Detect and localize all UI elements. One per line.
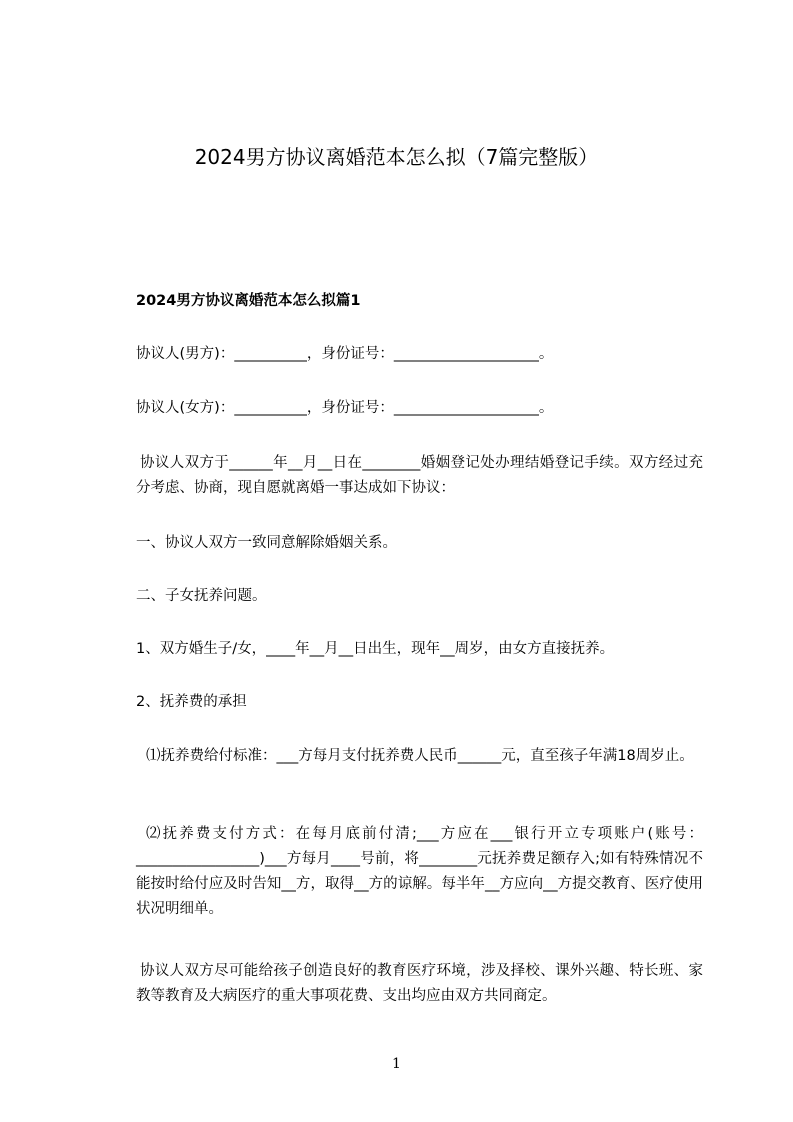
paragraph-sub-1: ⑴抚养费给付标准：___方每月支付抚养费人民币______元，直至孩子年满18周岁止。 [146, 748, 694, 764]
paragraph-sub-2: ⑵抚养费支付方式：在每月底前付清;___方应在___银行开立专项账户(账号：_________________)___方每月____号前，将________元抚养费足额存入;如有特殊情况不能按时给付应及时告知__方，取得__方的谅解。每半年__方应向__方提交教育、医疗使用状况明细单。 [136, 826, 703, 917]
paragraph-clause-1: 一、协议人双方一致同意解除婚姻关系。 [136, 535, 397, 551]
document-title: 2024男方协议离婚范本怎么拟（7篇完整版） [194, 145, 599, 169]
section-heading: 2024男方协议离婚范本怎么拟篇1 [136, 293, 361, 309]
paragraph-item-1: 1、双方婚生子/女，____年__月__日出生，现年__周岁，由女方直接抚养。 [136, 641, 615, 657]
paragraph-party-male: 协议人(男方)：__________，身份证号：____________________。 [136, 346, 554, 362]
paragraph-item-2: 2、抚养费的承担 [136, 694, 247, 710]
paragraph-party-female: 协议人(女方)：__________，身份证号：____________________。 [136, 400, 554, 416]
paragraph-intro: 协议人双方于______年__月__日在________婚姻登记处办理结婚登记手续。双方经过充分考虑、协商，现自愿就离婚一事达成如下协议： [136, 455, 703, 496]
paragraph-clause-2: 二、子女抚养问题。 [136, 588, 267, 604]
page-number: 1 [392, 1056, 401, 1072]
paragraph-education: 协议人双方尽可能给孩子创造良好的教育医疗环境，涉及择校、课外兴趣、特长班、家教等教育及大病医疗的重大事项花费、支出均应由双方共同商定。 [136, 963, 703, 1004]
